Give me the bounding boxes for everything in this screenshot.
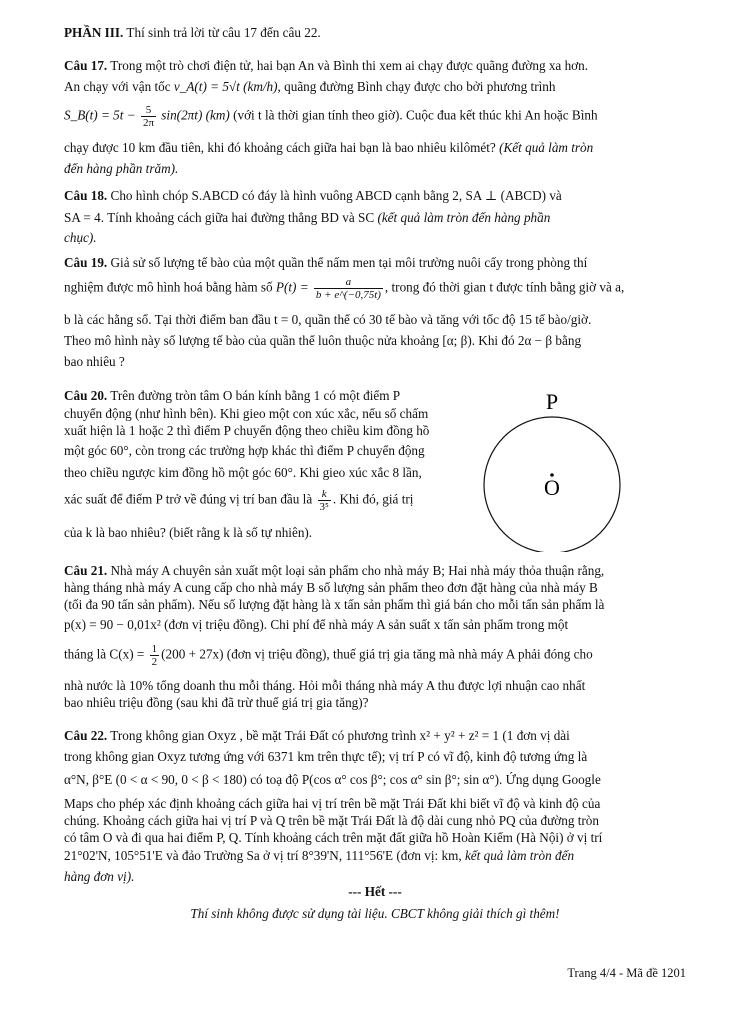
q17-fraction (141, 104, 156, 129)
q22-text-7b-italic: kết quả làm tròn đến (464, 848, 575, 863)
q22-text-8-italic: hàng đơn vị). (64, 869, 135, 884)
q19-line2 (64, 276, 686, 301)
q18-text-2: SA = 4. Tính khoảng cách giữa hai đường thẳng BD và SC (64, 210, 375, 225)
q17-text-4-italic: (Kết quả làm tròn (499, 140, 594, 155)
q20-line7 (64, 522, 496, 543)
q21-line3 (64, 594, 686, 615)
q22-label: Câu 22. (64, 728, 108, 743)
q19-fraction (314, 276, 383, 301)
q18-line3 (64, 227, 686, 248)
q18-text-1: Cho hình chóp S.ABCD có đáy là hình vuông ABCD cạnh bằng 2, SA ⊥ (ABCD) và (110, 188, 562, 203)
q22-line2 (64, 746, 686, 767)
q22-text-5: chúng. Khoảng cách giữa hai vị trí P và Q trên bề mặt Trái Đất là độ dài cung nhỏ PQ của đường tròn (64, 813, 599, 828)
q20-line6 (64, 488, 496, 513)
q17-frac-num: 5 (141, 104, 156, 117)
q21-text-5a: tháng là C(x) = (64, 646, 145, 662)
q21-text-7: bao nhiêu triệu đồng (sau khi đã trừ thuế giá trị gia tăng)? (64, 695, 369, 710)
q18-label: Câu 18. (64, 188, 108, 203)
point-p-label: P (545, 389, 559, 414)
q22-text-3: α°N, β°E (0 < α < 90, 0 < β < 180) có toạ độ P(cos α° cos β°; cos α° sin β°; sin α°). Ứng dụng Google (64, 772, 601, 787)
q21-label: Câu 21. (64, 563, 108, 578)
q17-velocity-formula: v_A(t) = 5√t (km/h) (173, 79, 278, 94)
page-footer: Trang 4/4 - Mã đề 1201 (567, 966, 686, 980)
q19-line1 (64, 252, 686, 273)
q21-text-1: Nhà máy A chuyên sản xuất một loại sản phẩm cho nhà máy B; Hai nhà máy thỏa thuận rằng, (110, 563, 605, 578)
q17-frac-den: 2π (142, 117, 154, 129)
q17-line5 (64, 158, 686, 179)
q18-text-2-italic: (kết quả làm tròn đến hàng phần (377, 210, 551, 225)
q19-frac-num: a (314, 276, 383, 289)
q20-text-1: Trên đường tròn tâm O bán kính bằng 1 có một điểm P (110, 388, 401, 403)
end-mark: --- Hết --- (348, 884, 402, 899)
part-heading-label: PHẦN III. (64, 25, 124, 40)
q17-text-2a: An chạy với vận tốc (64, 79, 171, 94)
q19-line3 (64, 309, 686, 330)
q17-line2 (64, 76, 686, 97)
q17-text-5-italic: đến hàng phần trăm). (64, 161, 179, 176)
q19-line5 (64, 351, 686, 372)
q19-text-1: Giả sử số lượng tế bào của một quần thể nấm men tại môi trường nuôi cấy trong phòng thí (110, 255, 588, 270)
q21-text-6: nhà nước là 10% tổng doanh thu mỗi tháng. Hỏi mỗi tháng nhà máy A thu được lợi nhuận cao nhất (64, 678, 586, 693)
q22-text-4: Maps cho phép xác định khoảng cách giữa hai vị trí trên bề mặt Trái Đất khi biết vĩ độ và kinh độ của (64, 796, 601, 811)
q19-text-2b: , trong đó thời gian t được tính bằng giờ và a, (384, 279, 625, 295)
q19-text-4: Theo mô hình này số lượng tế bào của quần thể luôn thuộc nửa khoảng [α; β). Khi đó 2α − β bằng (64, 333, 582, 348)
q17-text-2b: , quãng đường Bình chạy được cho bởi phương trình (277, 79, 556, 94)
q21-fraction (150, 643, 160, 668)
q21-text-2: hàng tháng nhà máy A cung cấp cho nhà máy B số lượng sản phẩm theo đơn đặt hàng của nhà máy B (64, 580, 598, 595)
q20-line3 (64, 420, 496, 441)
center-o-label: O (544, 475, 560, 500)
q17-distance-formula-left: S_B(t) = 5t − (64, 107, 136, 123)
q17-line3 (64, 104, 686, 129)
q19-label: Câu 19. (64, 255, 108, 270)
q19-line4 (64, 330, 686, 351)
q20-frac-den: 3⁵ (319, 501, 329, 513)
q22-text-6: có tâm O và đi qua hai điểm P, Q. Tính khoảng cách trên mặt đất giữa hồ Hoàn Kiếm (Hà Nội) ở vị trí (64, 830, 603, 845)
q19-text-3: b là các hằng số. Tại thời điểm ban đầu t = 0, quần thể có 30 tế bào và tăng với tốc độ 15 tế bào/giờ. (64, 312, 592, 327)
q21-line4 (64, 614, 686, 635)
q22-line1 (64, 725, 686, 746)
circle-figure (472, 382, 632, 552)
q21-text-4: p(x) = 90 − 0,01x² (đơn vị triệu đồng). Chi phí để nhà máy A sản suất x tấn sản phẩm trong một (64, 617, 569, 632)
q20-text-3: xuất hiện là 1 hoặc 2 thì điểm P chuyển động theo chiều kim đồng hồ (64, 423, 430, 438)
q20-label: Câu 20. (64, 388, 108, 403)
q18-line2 (64, 207, 686, 228)
q20-text-4: một góc 60°, còn trong các trường hợp khác thì điểm P chuyển động (64, 443, 425, 458)
q22-text-7a: 21°02'N, 105°51'E và đảo Trường Sa ở vị trí 8°39'N, 111°56'E (đơn vị: km, (64, 848, 462, 863)
q17-text-1: Trong một trò chơi điện tử, hai bạn An và Bình thi xem ai chạy được quãng đường xa hơn. (110, 58, 589, 73)
q20-text-5: theo chiều ngược kim đồng hồ một góc 60°. Khi gieo xúc xắc 8 lần, (64, 465, 422, 480)
q19-text-5: bao nhiêu ? (64, 354, 125, 369)
q22-text-1: Trong không gian Oxyz , bề mặt Trái Đất có phương trình x² + y² + z² = 1 (1 đơn vị dài (110, 728, 570, 743)
q19-text-2a: nghiệm được mô hình hoá bằng hàm số (64, 279, 273, 295)
q20-text-6a: xác suất để điểm P trở về đúng vị trí ban đầu là (64, 491, 313, 507)
q18-line1 (64, 185, 686, 206)
q20-text-7: của k là bao nhiêu? (biết rằng k là số tự nhiên). (64, 525, 313, 540)
q22-text-2: trong không gian Oxyz tương ứng với 6371 km trên thực tế); vị trí P có vĩ độ, kinh độ tương ứng là (64, 749, 588, 764)
q21-line7 (64, 692, 686, 713)
part-heading-text: Thí sinh trả lời từ câu 17 đến câu 22. (126, 25, 321, 40)
q17-text-3b: (với t là thời gian tính theo giờ). Cuộc đua kết thúc khi An hoặc Bình (233, 107, 598, 123)
q21-text-3: (tối đa 90 tấn sản phẩm). Nếu số lượng đặt hàng là x tấn sản phẩm thì giá bán cho mỗi tấn sản phẩm là (64, 597, 605, 612)
q21-frac-den: 2 (151, 656, 158, 668)
q21-text-5b: (200 + 27x) (đơn vị triệu đồng), thuế giá trị gia tăng mà nhà máy A phải đóng cho (161, 646, 593, 662)
q21-line5 (64, 643, 686, 668)
q20-text-2: chuyển động (như hình bên). Khi gieo một con xúc xắc, nếu số chấm (64, 406, 429, 421)
q20-fraction (318, 488, 331, 513)
q17-line4 (64, 137, 686, 158)
q17-line1 (64, 55, 686, 76)
part-heading (64, 22, 686, 43)
q22-line3 (64, 769, 686, 790)
q17-label: Câu 17. (64, 58, 108, 73)
q20-frac-num: k (318, 488, 331, 501)
q19-function-left: P(t) = (275, 279, 309, 295)
q20-text-6b: . Khi đó, giá trị (332, 491, 414, 507)
end-note: Thí sinh không được sử dụng tài liệu. CBCT không giải thích gì thêm! (190, 906, 560, 921)
q18-text-3-italic: chục). (64, 230, 97, 245)
q22-line7 (64, 845, 686, 866)
q19-frac-den: b + e^(−0,75t) (315, 289, 381, 301)
q20-line5 (64, 462, 496, 483)
q20-line4 (64, 440, 496, 461)
q17-text-4: chạy được 10 km đầu tiên, khi đó khoảng cách giữa hai bạn là bao nhiêu kilômét? (64, 140, 496, 155)
q17-distance-formula-right: sin(2πt) (km) (161, 107, 230, 123)
q21-frac-num: 1 (151, 643, 158, 655)
